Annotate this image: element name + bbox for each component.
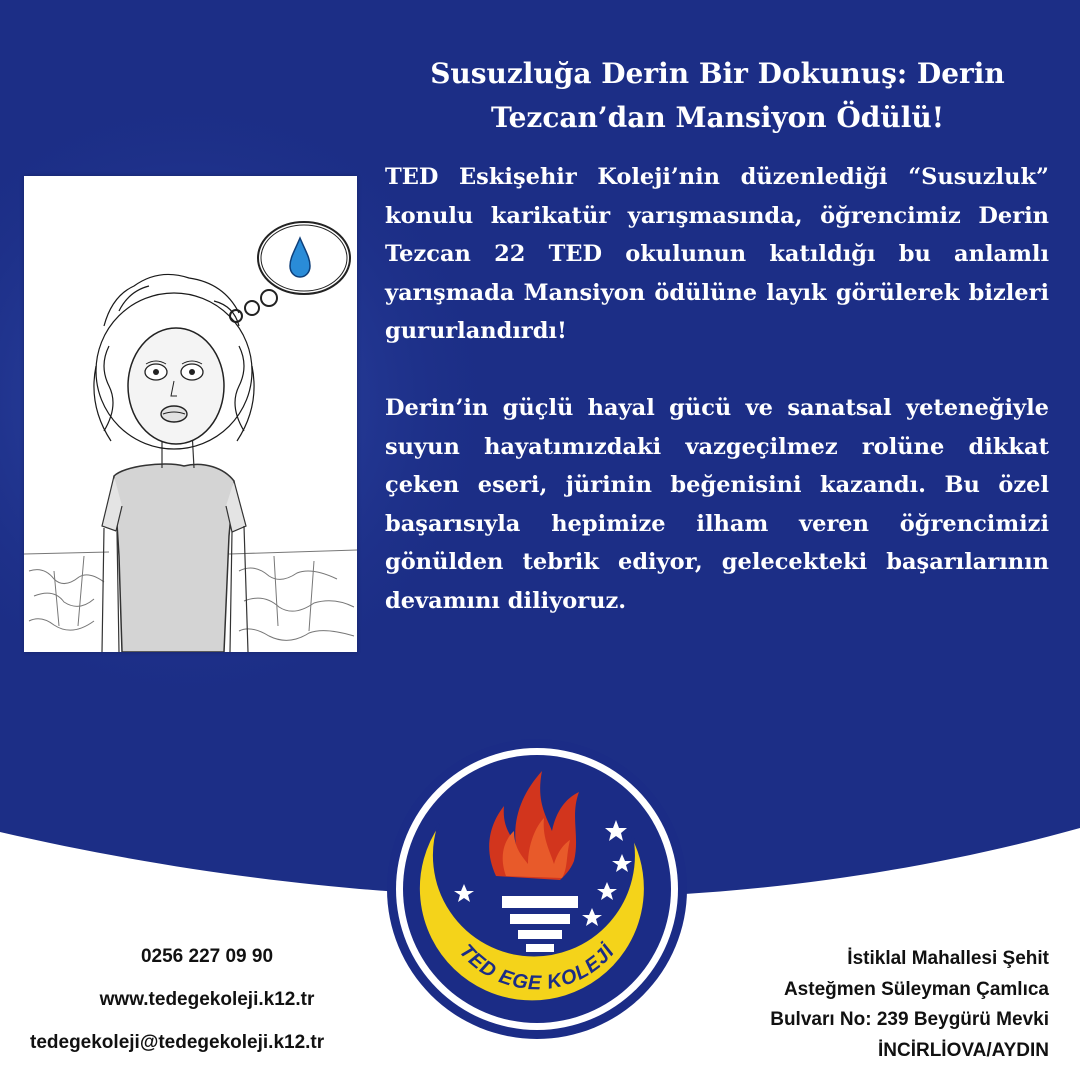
email-link[interactable]: tedegekoleji@tedegekoleji.k12.tr [30, 1032, 325, 1053]
paragraph-announcement: TED Eskişehir Koleji’nin düzenlediği “Susuzluk” konulu karikatür yarışmasında, öğrencimiz Derin Tezcan 22 TED okulunun katıldığı bu anlamlı yarışmada Mansiyon ödülüne layık görülerek bizleri gururlandırdı! [385, 164, 1049, 344]
website-link[interactable]: www.tedegekoleji.k12.tr [99, 989, 315, 1010]
phone-number[interactable]: 0256 227 09 90 [140, 946, 274, 967]
paragraph-congratulations: Derin’in güçlü hayal gücü ve sanatsal yeteneğiyle suyun hayatımızdaki vazgeçilmez rolüne dikkat çeken eseri, jürinin beğenisini kazandı. Bu özel başarısıyla hepimize ilham veren öğrencimizi gönülden tebrik ediyor, gelecekteki başarılarının devamını diliyoruz. [385, 395, 1049, 614]
headline: Susuzluğa Derin Bir Dokunuş: Derin Tezcan’dan Mansiyon Ödülü! [430, 57, 1005, 134]
address-line: Asteğmen Süleyman Çamlıca [783, 978, 1049, 1000]
water-drop-icon [290, 238, 310, 277]
address-line: İNCİRLİOVA/AYDIN [877, 1039, 1049, 1061]
ted-ege-logo [384, 736, 690, 1042]
thirsty-girl-drawing-icon [24, 176, 357, 652]
article-body [385, 158, 1049, 620]
address-line: Bulvarı No: 239 Beygürü Mevki [770, 1009, 1049, 1030]
address-line: İstiklal Mahallesi Şehit [847, 948, 1049, 969]
address [689, 944, 1049, 1066]
logo-text: TED EGE KOLEJİ [454, 940, 620, 995]
thought-bubble [230, 222, 350, 322]
